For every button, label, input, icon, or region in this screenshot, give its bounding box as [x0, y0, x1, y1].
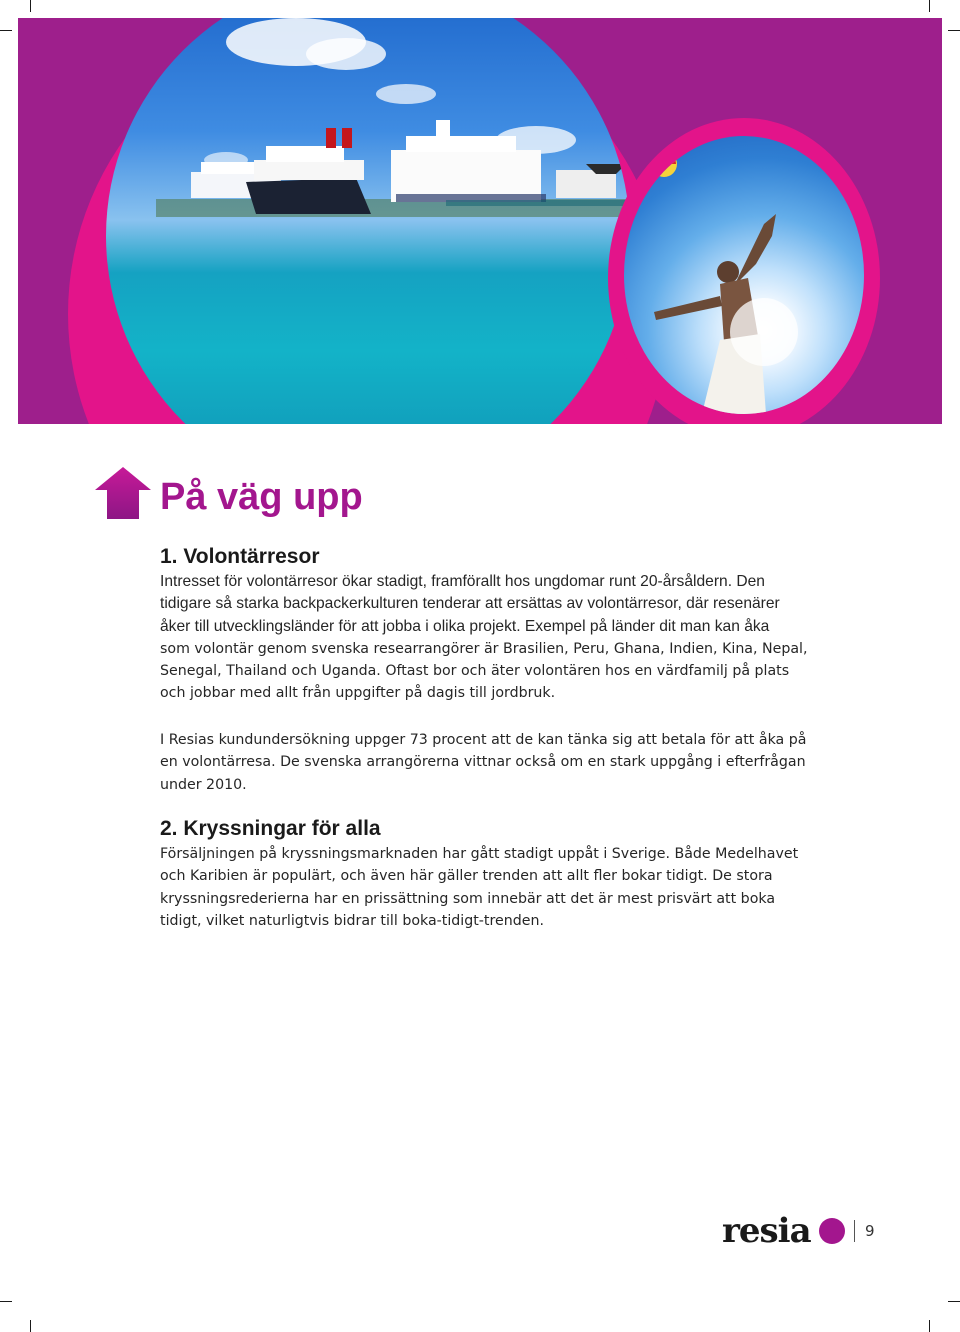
text-line: Senegal, Thailand och Uganda. Oftast bor och äter volontären hos en värdfamilj på plats — [160, 663, 790, 680]
text-line: tidigare så starka backpackerkulturen tenderar att ersättas av volontärresor, där resenärer — [160, 595, 780, 613]
volleyball-player-photo — [624, 136, 864, 414]
text-line: under 2010. — [160, 776, 247, 793]
up-arrow-house-icon — [94, 466, 152, 520]
paragraph-resia-survey — [160, 729, 807, 796]
paragraph-volontarresor — [160, 571, 808, 705]
section-heading-kryssningar: 2. Kryssningar för alla — [160, 817, 381, 840]
cruise-ships-illustration — [106, 18, 630, 424]
crop-mark — [0, 1301, 12, 1302]
crop-mark — [30, 1320, 31, 1332]
cruise-ships-photo — [106, 18, 630, 424]
paragraph-kryssningar — [160, 843, 800, 932]
resia-logo — [720, 1210, 870, 1250]
text-line: Försäljningen på kryssningsmarknaden har gått stadigt uppåt i Sverige. Både Medelhavet — [160, 846, 799, 862]
text-line: Intresset för volontärresor ökar stadigt, framförallt hos ungdomar runt 20-årsåldern. Den — [160, 573, 765, 590]
crop-mark — [948, 30, 960, 31]
crop-mark — [0, 30, 12, 31]
crop-mark — [948, 1301, 960, 1302]
text-line: och jobbar med allt från uppgifter på dagis till jordbruk. — [160, 685, 556, 702]
text-line: en volontärresa. De svenska arrangörerna vittnar också om en stark uppgång i efterfrågan — [160, 754, 806, 771]
crop-mark — [929, 0, 930, 12]
text-line: som volontär genom svenska researrangörer är Brasilien, Peru, Ghana, Indien, Kina, Nepal, — [160, 640, 808, 657]
text-line: och Karibien är populärt, och även här gäller trenden att allt fler bokar tidigt. De stora — [160, 868, 773, 885]
logo-dot-icon — [819, 1218, 845, 1244]
text-line: kryssningsrederierna har en prissättning som innebär att det är mest prisvärt att boka — [160, 890, 776, 907]
logo-text: resia — [722, 1211, 811, 1250]
text-line: åker till utvecklingsländer för att jobba i olika projekt. Exempel på länder dit man kan åka — [160, 617, 770, 635]
page-number: 9 — [865, 1222, 875, 1240]
section-heading-volontarresor: 1. Volontärresor — [160, 545, 320, 568]
crop-mark — [929, 1320, 930, 1332]
text-line: I Resias kundundersökning uppger 73 procent att de kan tänka sig att betala för att åka på — [160, 732, 807, 748]
page-title: På väg upp — [160, 476, 363, 518]
header-banner — [18, 18, 942, 424]
volleyball-player-illustration — [624, 136, 864, 414]
text-line: tidigt, vilket naturligtvis bidrar till boka-tidigt-trenden. — [160, 912, 544, 929]
footer-divider — [854, 1220, 855, 1242]
crop-mark — [30, 0, 31, 12]
